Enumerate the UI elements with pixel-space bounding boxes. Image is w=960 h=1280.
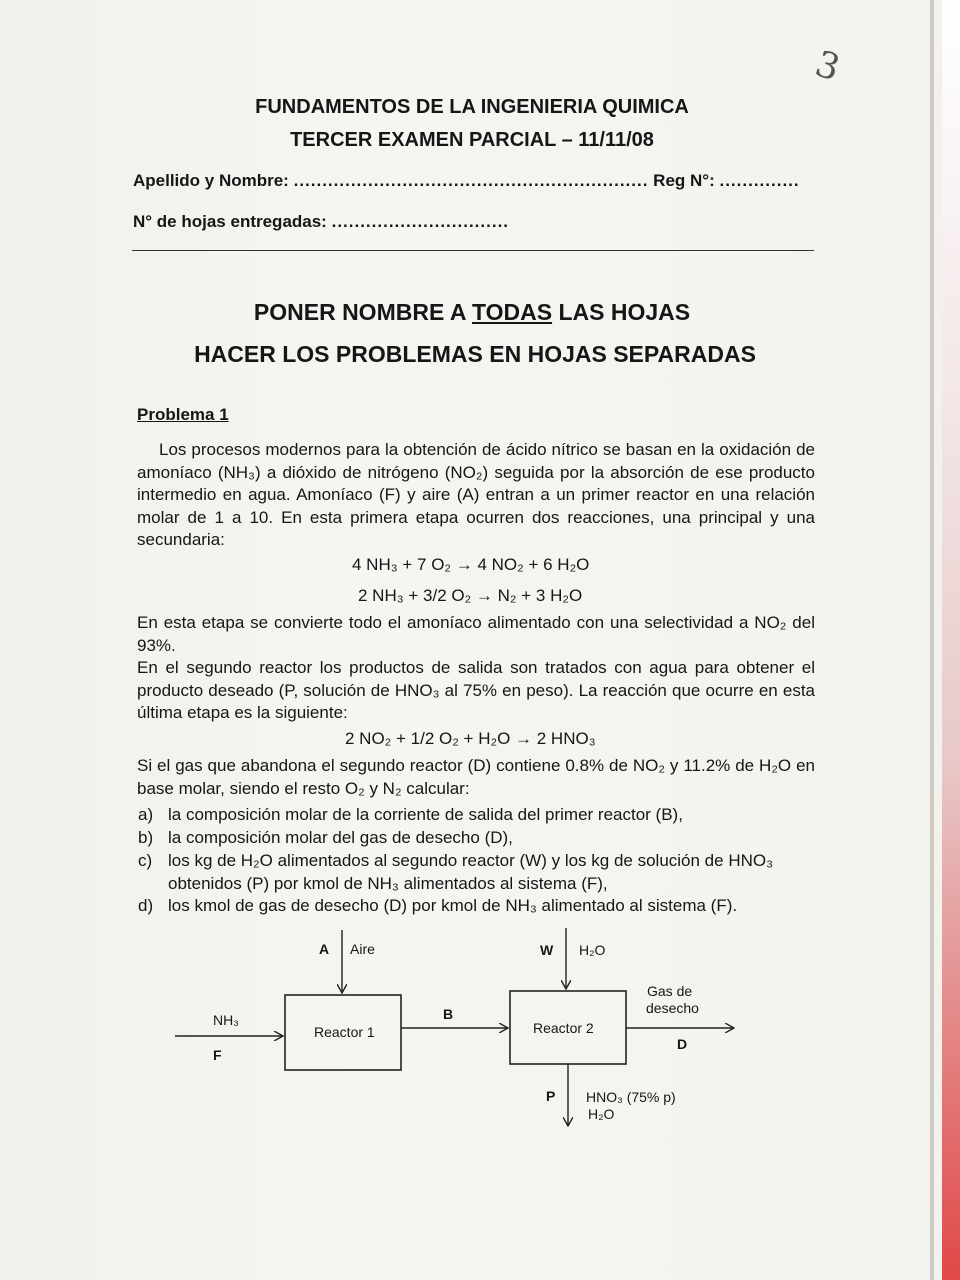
reg-field-dots: ..............: [719, 171, 800, 190]
name-line: [133, 171, 800, 191]
equation-1: 4 NH₃ + 7 O₂ → 4 NO₂ + 6 H₂O: [352, 555, 590, 574]
problem-intro: Los procesos modernos para la obtención de ácido nítrico se basan en la oxidación de amoníaco (NH₃) a dióxido de nitrógeno (NO₂) seguida por la absorción de ese producto intermedio en agua. Amoníaco (F) y aire (A) entran a un primer reactor en una relación molar de 1 a 10. En esta primera etapa ocurren dos reacciones, una principal y una secundaria:: [137, 440, 815, 550]
equation-2: 2 NH₃ + 3/2 O₂ → N₂ + 3 H₂O: [358, 586, 583, 605]
question-item: d) los kmol de gas de desecho (D) por kmol de NH₃ alimentado al sistema (F).: [138, 896, 738, 915]
stream-d-key: D: [677, 1036, 688, 1052]
header-separator: [132, 250, 814, 251]
product-label-1: HNO₃ (75% p): [586, 1089, 676, 1105]
reg-label: Reg N°:: [653, 171, 715, 190]
handwritten-page-number: 3: [810, 43, 845, 90]
second-reactor-paragraph: En el segundo reactor los productos de salida son tratados con agua para obtener el producto deseado (P, solución de HNO₃ al 75% en peso). La reacción que ocurre en esta última etapa es la siguiente:: [137, 658, 815, 723]
product-label-2: H₂O: [588, 1106, 615, 1122]
exam-title: TERCER EXAMEN PARCIAL – 11/11/08: [290, 129, 654, 151]
name-label: Apellido y Nombre:: [133, 171, 289, 190]
selectivity-paragraph: En esta etapa se convierte todo el amoníaco alimentado con una selectividad a NO₂ del 93%.: [137, 613, 815, 655]
reactor-1-label: Reactor 1: [314, 1024, 375, 1040]
notice-line-1: PONER NOMBRE A TODAS LAS HOJAS: [253, 299, 691, 325]
stream-a-key: A: [319, 941, 330, 957]
stream-p-key: P: [546, 1088, 556, 1104]
notice-line-2: HACER LOS PROBLEMAS EN HOJAS SEPARADAS: [194, 341, 756, 367]
course-title: FUNDAMENTOS DE LA INGENIERIA QUIMICA: [255, 96, 689, 118]
waste-gas-label-1: Gas de: [647, 983, 693, 999]
feed-label: NH₃: [213, 1012, 239, 1028]
stream-w-label: H₂O: [579, 942, 606, 958]
question-item: b) la composición molar del gas de desecho (D),: [138, 828, 513, 847]
question-item: a) la composición molar de la corriente de salida del primer reactor (B),: [138, 805, 683, 824]
notice-emphasis: TODAS: [471, 299, 553, 325]
sheets-line: [133, 212, 509, 232]
page-edge: [930, 0, 934, 1280]
question-item: c) los kg de H₂O alimentados al segundo reactor (W) y los kg de solución de HNO₃ obtenidos (P) por kmol de NH₃ alimentados al sistema (F),: [138, 851, 774, 893]
stream-a-label: Aire: [350, 941, 375, 957]
name-field-dots: ..............................................................: [293, 171, 649, 190]
sheets-label: N° de hojas entregadas:: [133, 212, 327, 231]
stream-b-key: B: [443, 1006, 454, 1022]
problem-title: Problema 1: [137, 405, 229, 424]
feed-key: F: [213, 1047, 222, 1063]
reactor-2-label: Reactor 2: [533, 1020, 594, 1036]
equation-3: 2 NO₂ + 1/2 O₂ + H₂O → 2 HNO₃: [345, 729, 596, 748]
red-background-strip: [942, 0, 960, 1280]
stream-w-key: W: [540, 942, 554, 958]
question-paragraph: Si el gas que abandona el segundo reactor (D) contiene 0.8% de NO₂ y 11.2% de H₂O en base molar, siendo el resto O₂ y N₂ calcular:: [137, 756, 815, 798]
waste-gas-label-2: desecho: [646, 1000, 699, 1016]
sheets-field-dots: ...............................: [331, 212, 510, 231]
